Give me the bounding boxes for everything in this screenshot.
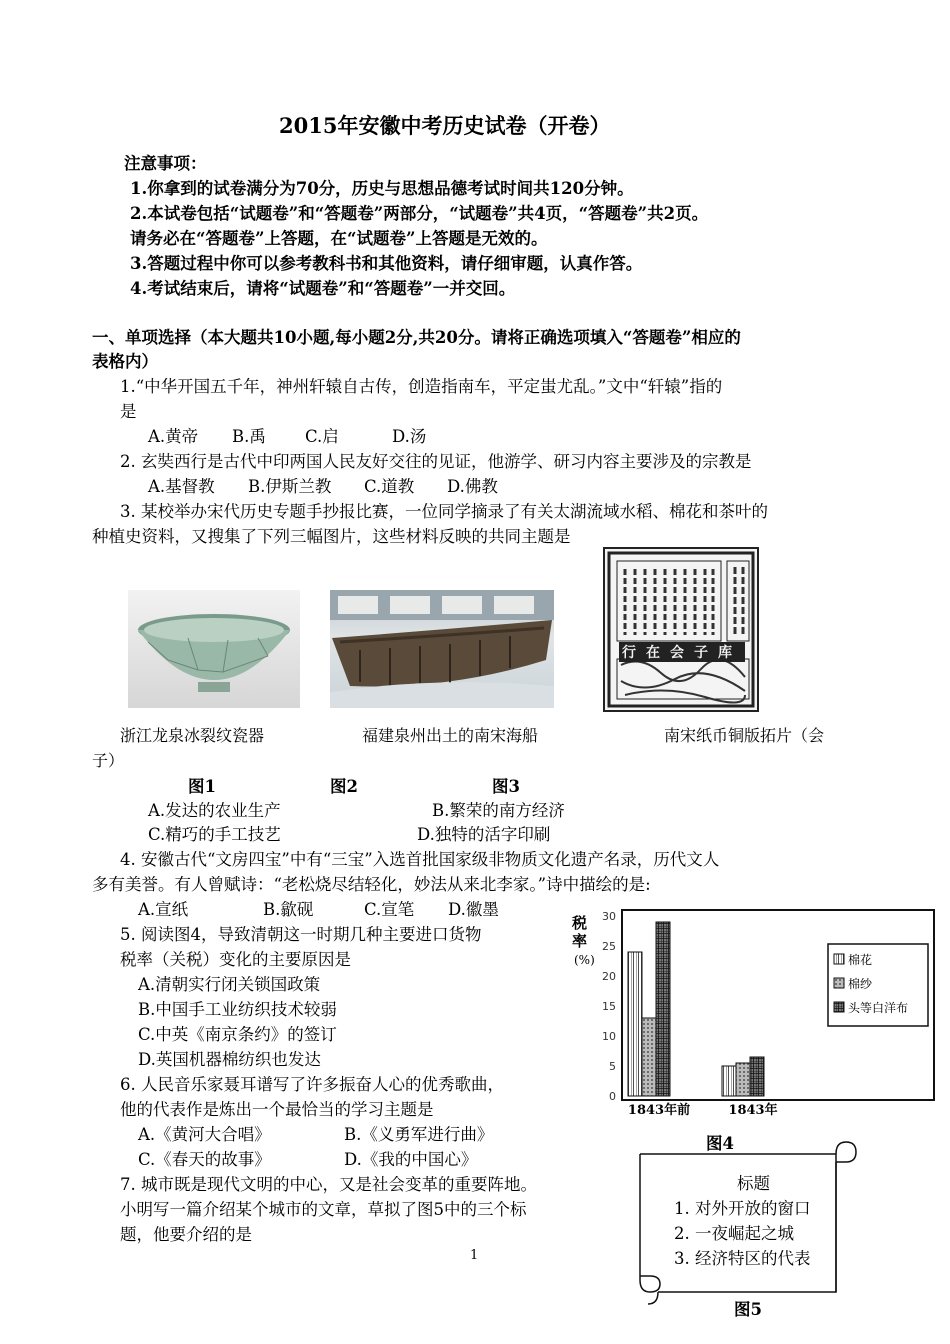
notice-item: 请务必在“答题卷”上答题，在“试题卷”上答题是无效的。 [130,229,548,248]
figure-1-bowl-image [128,590,300,708]
chart-ytick-label: 25 [602,940,616,953]
q5-stem: 5. 阅读图4，导致清朝这一时期几种主要进口货物 [120,925,482,944]
q1-option-b: B.禹 [232,427,266,446]
page-title: 2015年安徽中考历史试卷（开卷） [279,113,611,138]
q1-stem: 1.“中华开国五千年，神州轩辕自古传，创造指南车，平定蚩尤乱。”文中“轩辕”指的 [120,377,723,396]
figure-5-scroll [636,1140,858,1306]
q5-option-a: A.清朝实行闭关锁国政策 [138,975,321,994]
page-number: 1 [470,1248,479,1263]
chart-ytick-label: 30 [602,910,616,923]
q1-option-c: C.启 [305,427,339,446]
q4-stem: 4. 安徽古代“文房四宝”中有“三宝”入选首批国家级非物质文化遗产名录，历代文人 [120,850,720,869]
chart-bar [750,1057,764,1096]
notice-item: 4.考试结束后，请将“试题卷”和“答题卷”一并交回。 [130,279,516,298]
q4-option-b: B.歙砚 [263,900,314,919]
q7-stem: 7. 城市既是现代文明的中心，又是社会变革的重要阵地。 [120,1175,537,1194]
figure-4-chart [566,906,936,1126]
q2-option-c: C.道教 [364,477,415,496]
chart-ytick-label: 0 [609,1090,616,1103]
figure-1-caption: 浙江龙泉冰裂纹瓷器 [120,726,265,745]
q5-stem-cont: 税率（关税）变化的主要原因是 [120,950,351,969]
banknote-text: 行在会子库 [619,642,745,662]
chart-bar [642,1018,656,1096]
figure-2-ship-image [330,590,554,708]
chart-bar [736,1063,750,1096]
chart-ylabel: 率 [572,932,588,950]
q4-stem-cont: 多有美誉。有人曾赋诗：“老松烧尽结轻化，妙法从来北李家。”诗中描绘的是: [92,875,651,894]
chart-ylabel: (%) [574,953,595,967]
q6-option-a: A.《黄河大合唱》 [138,1125,271,1144]
chart-legend-label: 棉纱 [848,977,873,991]
figure-3-caption: 南宋纸币铜版拓片（会 [664,726,825,745]
figure-5-item: 1. 对外开放的窗口 [674,1199,811,1218]
figure-3-label: 图3 [492,777,520,796]
chart-ytick-label: 10 [602,1030,616,1043]
chart-ylabel: 税 [572,914,588,932]
chart-legend-label: 棉花 [848,953,873,967]
q6-option-c: C.《春天的故事》 [138,1150,271,1169]
q6-option-d: D.《我的中国心》 [344,1150,478,1169]
q3-option-b: B.繁荣的南方经济 [432,801,565,820]
q7-stem-cont: 小明写一篇介绍某个城市的文章，草拟了图5中的三个标 [120,1200,527,1219]
figure-4-label: 图4 [706,1134,734,1153]
q1-option-a: A.黄帝 [148,427,199,446]
q2-option-d: D.佛教 [447,477,498,496]
q6-stem: 6. 人民音乐家聂耳谱写了许多振奋人心的优秀歌曲， [120,1075,504,1094]
figure-5-title: 标题 [737,1174,770,1193]
chart-bar [656,922,670,1096]
figure-5-item: 2. 一夜崛起之城 [674,1224,794,1243]
chart-bar [722,1066,736,1096]
q4-option-a: A.宣纸 [138,900,189,919]
notice-heading: 注意事项： [124,154,207,173]
figure-1-label: 图1 [188,777,216,796]
q5-option-c: C.中英《南京条约》的签订 [138,1025,337,1044]
notice-item: 1.你拿到的试卷满分为70分，历史与思想品德考试时间共120分钟。 [130,179,634,198]
q5-option-b: B.中国手工业纺织技术较弱 [138,1000,337,1019]
section-heading: 一、单项选择（本大题共10小题,每小题2分,共20分。请将正确选项填入“答题卷”相应的 [92,328,741,347]
notice-item: 2.本试卷包括“试题卷”和“答题卷”两部分，“试题卷”共4页，“答题卷”共2页。 [130,204,709,223]
chart-legend-swatch [834,1002,844,1012]
q3-option-a: A.发达的农业生产 [148,801,281,820]
q4-option-c: C.宣笔 [364,900,415,919]
q3-option-d: D.独特的活字印刷 [417,825,551,844]
q3-stem: 3. 某校举办宋代历史专题手抄报比赛，一位同学摘录了有关太湖流域水稻、棉花和茶叶的 [120,502,768,521]
figure-5-label: 图5 [734,1300,762,1319]
q3-option-c: C.精巧的手工技艺 [148,825,281,844]
chart-xtick-label: 1843年前 [627,1103,691,1118]
chart-ytick-label: 5 [609,1060,616,1073]
chart-bar [628,952,642,1096]
figure-5-item: 3. 经济特区的代表 [674,1249,811,1268]
figure-2-label: 图2 [330,777,358,796]
q6-option-b: B.《义勇军进行曲》 [344,1125,494,1144]
chart-legend-swatch [834,978,844,988]
figure-3-caption-cont: 子） [92,751,125,770]
q1-option-d: D.汤 [392,427,427,446]
q2-stem: 2. 玄奘西行是古代中印两国人民友好交往的见证，他游学、研习内容主要涉及的宗教是 [120,452,752,471]
q2-option-b: B.伊斯兰教 [248,477,332,496]
chart-legend-label: 头等白洋布 [848,1001,909,1015]
q2-option-a: A.基督教 [148,477,215,496]
q5-option-d: D.英国机器棉纺织也发达 [138,1050,321,1069]
q4-option-d: D.徽墨 [448,900,499,919]
figure-2-caption: 福建泉州出土的南宋海船 [362,726,539,745]
q7-stem-cont2: 题，他要介绍的是 [120,1225,252,1244]
chart-legend-swatch [834,954,844,964]
chart-ytick-label: 20 [602,970,616,983]
chart-xtick-label: 1843年 [728,1103,778,1118]
notice-item: 3.答题过程中你可以参考教科书和其他资料，请仔细审题，认真作答。 [130,254,643,273]
q3-stem-cont: 种植史资料，又搜集了下列三幅图片，这些材料反映的共同主题是 [92,527,571,546]
section-heading-cont: 表格内） [92,352,158,371]
figure-3-banknote-image [603,547,759,712]
q6-stem-cont: 他的代表作是炼出一个最恰当的学习主题是 [120,1100,434,1119]
chart-ytick-label: 15 [602,1000,616,1013]
q1-stem-cont: 是 [120,402,137,421]
